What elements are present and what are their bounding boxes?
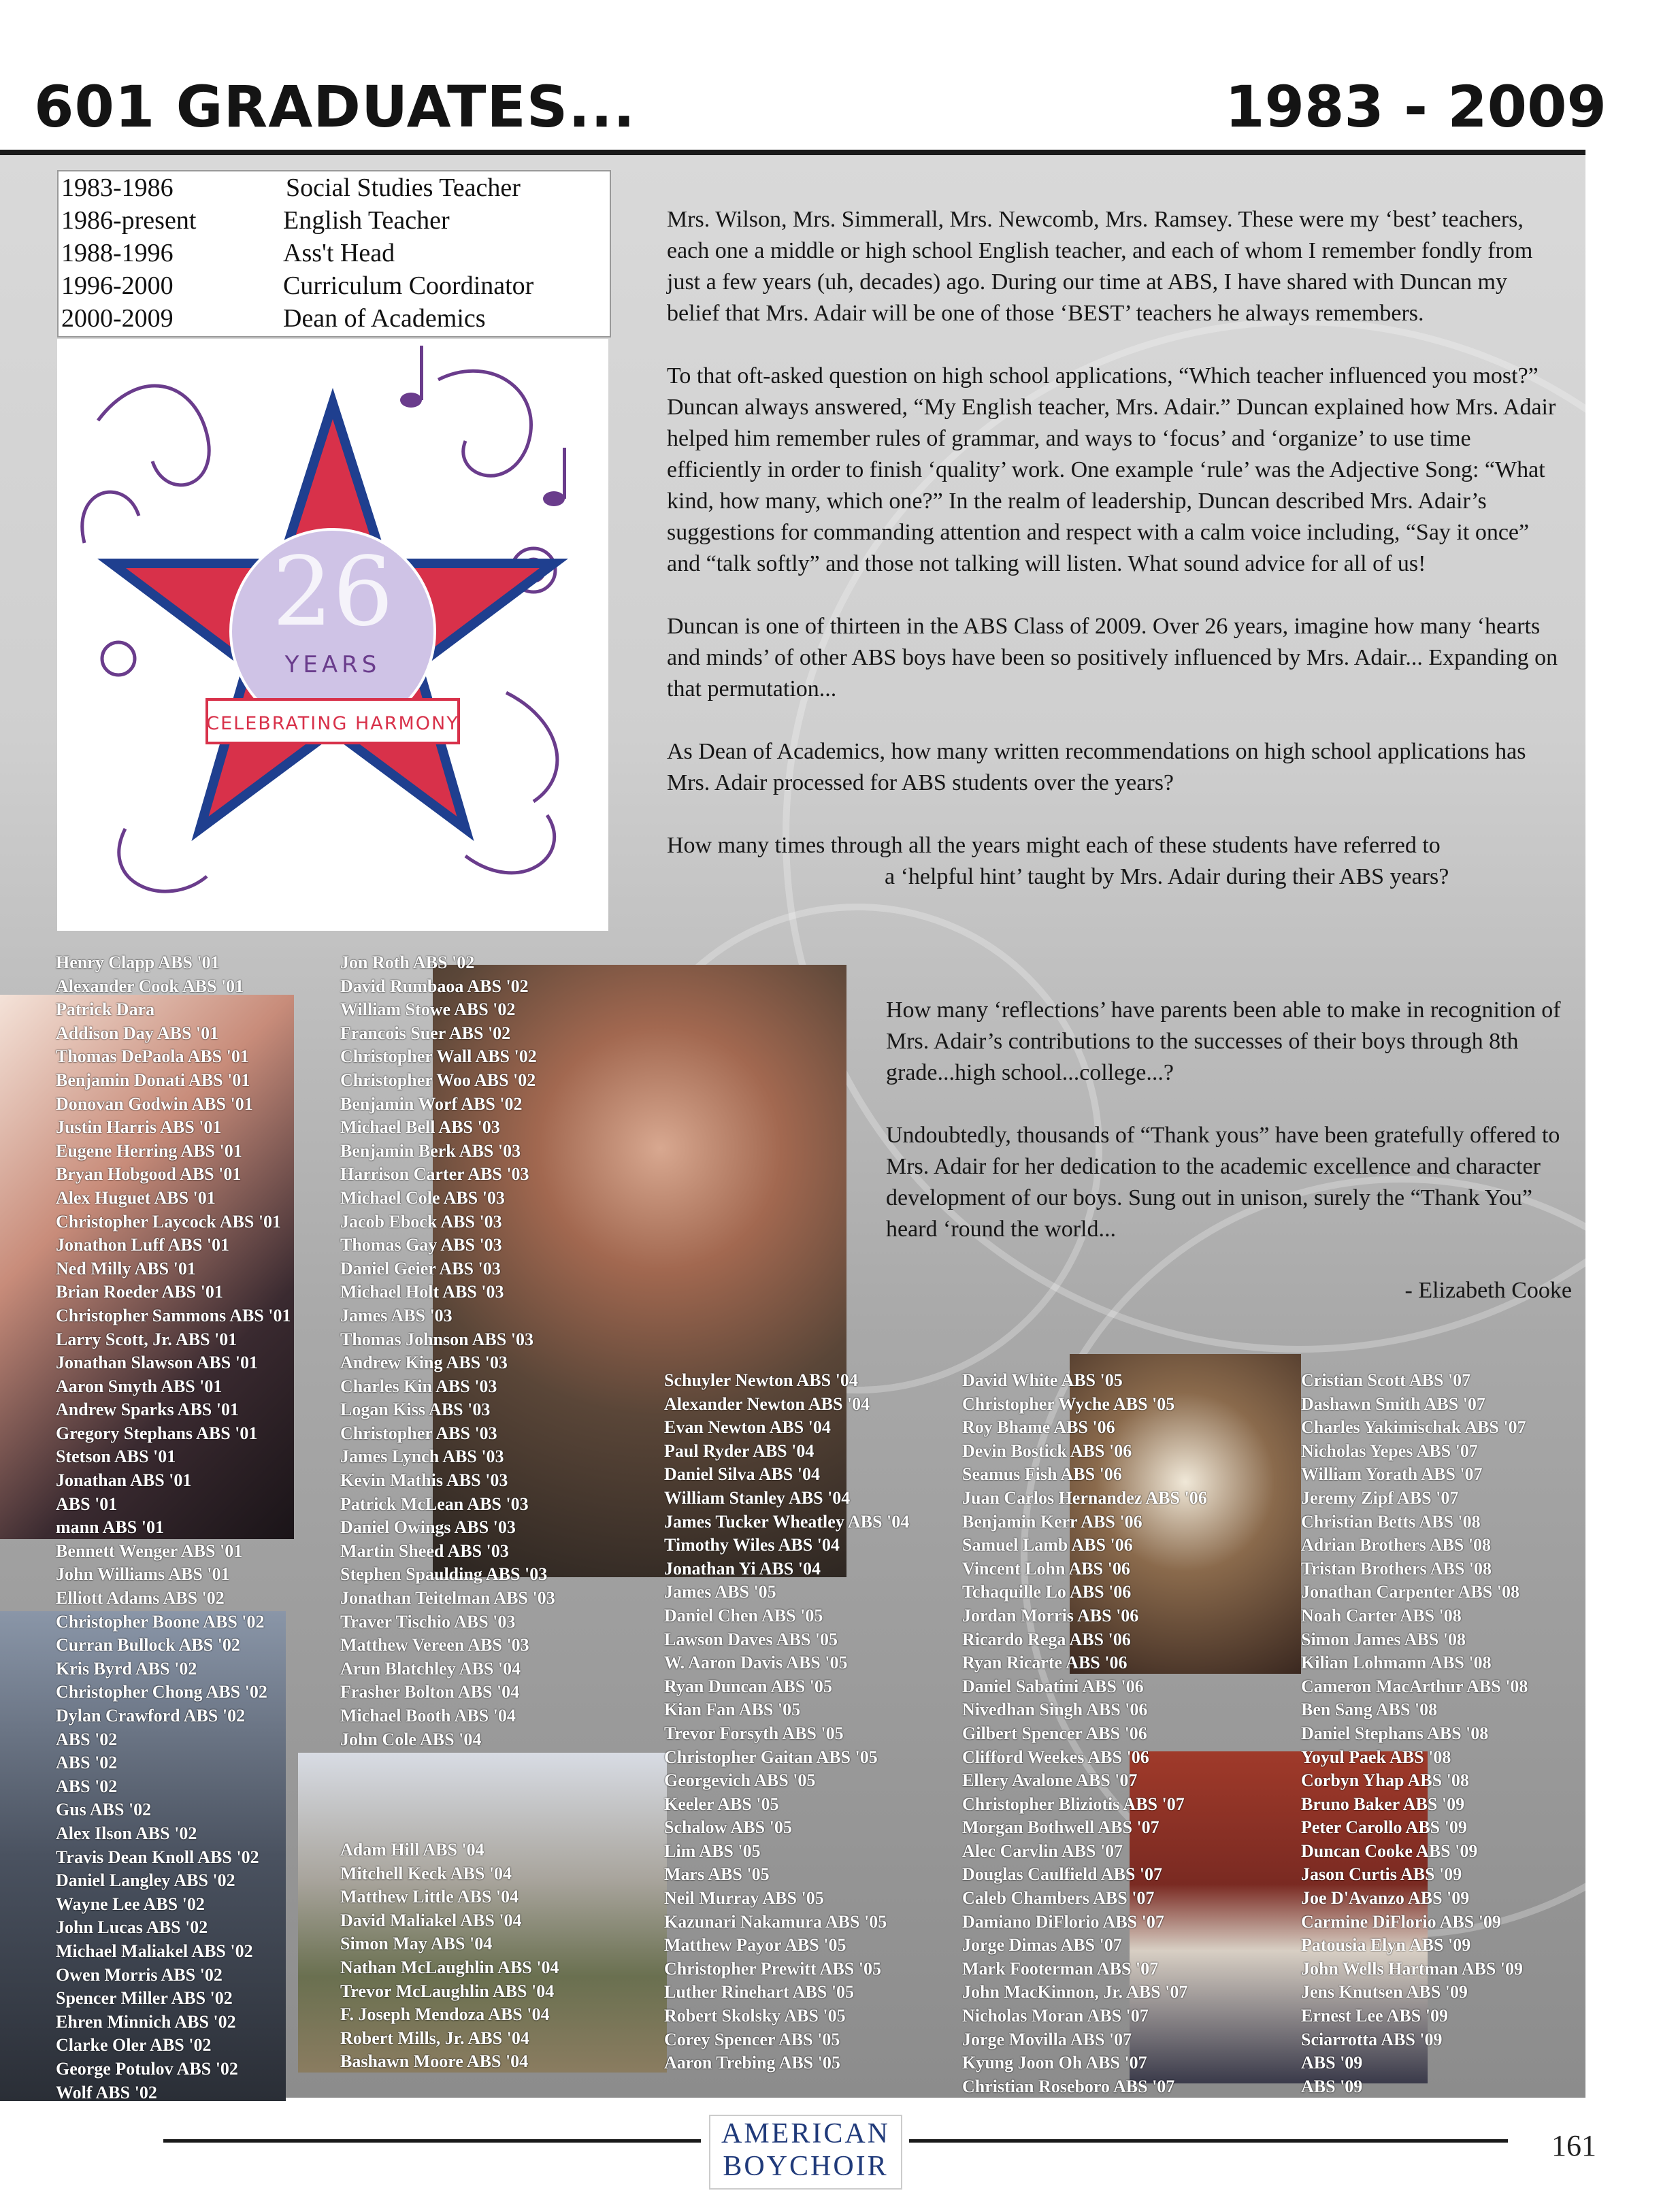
swirl-ornament [506, 693, 557, 802]
american-boychoir-logo [709, 2115, 902, 2190]
graduate-name: Bennett Wenger ABS '01 [56, 1540, 243, 1561]
graduate-name: Tristan Brothers ABS '08 [1301, 1558, 1492, 1579]
graduate-name: David Maliakel ABS '04 [340, 1910, 522, 1930]
graduate-name: ABS '02 [56, 1729, 118, 1749]
graduate-name: Kyung Joon Oh ABS '07 [962, 2053, 1147, 2073]
graduate-name: Michael Maliakel ABS '02 [56, 1941, 253, 1961]
graduate-name: Nicholas Moran ABS '07 [962, 2006, 1149, 2026]
graduate-name: James Tucker Wheatley ABS '04 [664, 1511, 910, 1532]
celebrating-harmony-logo [57, 339, 608, 931]
graduate-name: Caleb Chambers ABS '07 [962, 1888, 1155, 1909]
brand-line-1: AMERICAN [721, 2118, 890, 2149]
graduate-name: Daniel Geier ABS '03 [340, 1258, 501, 1278]
graduate-name: Nathan McLaughlin ABS '04 [340, 1957, 559, 1977]
graduates-column-1 [56, 951, 291, 2104]
banner-text: CELEBRATING HARMONY [206, 713, 459, 734]
graduate-name: Thomas DePaola ABS '01 [56, 1046, 249, 1067]
graduate-name: Eugene Herring ABS '01 [56, 1140, 242, 1161]
graduate-name: John MacKinnon, Jr. ABS '07 [962, 1982, 1188, 2002]
graduate-name: Ernest Lee ABS '09 [1301, 2006, 1448, 2026]
graduate-name: Corey Spencer ABS '05 [664, 2029, 840, 2049]
graduate-name: Christopher Prewitt ABS '05 [664, 1958, 881, 1979]
graduate-name: Trevor McLaughlin ABS '04 [340, 1981, 555, 2001]
graduate-name: Schuyler Newton ABS '04 [664, 1370, 858, 1390]
graduate-name: Daniel Stephans ABS '08 [1301, 1723, 1489, 1743]
graduate-name: Cristian Scott ABS '07 [1301, 1370, 1471, 1390]
graduate-name: Jeremy Zipf ABS '07 [1301, 1487, 1459, 1508]
swirl-ornament [465, 815, 555, 873]
graduate-name: Henry Clapp ABS '01 [56, 953, 220, 972]
graduate-name: Neil Murray ABS '05 [664, 1888, 824, 1909]
graduate-name: Matthew Payor ABS '05 [664, 1935, 846, 1955]
graduate-name: Damiano DiFlorio ABS '07 [962, 1911, 1164, 1932]
graduate-name: Ryan Ricarte ABS '06 [962, 1653, 1128, 1673]
swirl-ornament [438, 371, 531, 476]
graduate-name: James ABS '05 [664, 1582, 776, 1602]
graduate-name: Lim ABS '05 [664, 1840, 761, 1861]
graduate-name: Charles Kin ABS '03 [340, 1376, 497, 1396]
graduates-column-2 [340, 951, 555, 1751]
graduate-name: Ned Milly ABS '01 [56, 1258, 196, 1278]
graduate-name: mann ABS '01 [56, 1517, 164, 1538]
graduate-name: F. Joseph Mendoza ABS '04 [340, 2004, 550, 2025]
graduate-name: Christopher Woo ABS '02 [340, 1070, 536, 1090]
graduate-name: Noah Carter ABS '08 [1301, 1605, 1462, 1625]
graduate-name: Christopher Wyche ABS '05 [962, 1393, 1175, 1414]
graduate-name: Mars ABS '05 [664, 1864, 770, 1885]
graduate-name: Nicholas Yepes ABS '07 [1301, 1440, 1478, 1461]
graduate-name: Kazunari Nakamura ABS '05 [664, 1911, 887, 1932]
graduate-name: Schalow ABS '05 [664, 1817, 792, 1838]
graduate-name: Jorge Movilla ABS '07 [962, 2029, 1132, 2049]
career-timeline: 1983-1986 Social Studies Teacher 1986-present English Teacher 1988-1996 Ass't Head 1996-2000 Curriculum Coordinator 2000-2009 Dean of Academics [57, 170, 611, 337]
graduates-column-5 [1301, 1369, 1528, 2098]
graduate-name: David Rumbaoa ABS '02 [340, 976, 529, 996]
graduate-name: Ben Sang ABS '08 [1301, 1700, 1438, 1720]
graduate-name: Benjamin Berk ABS '03 [340, 1140, 521, 1161]
page-header [0, 0, 1661, 155]
graduate-name: ABS '02 [56, 1776, 118, 1796]
graduate-name: Gilbert Spencer ABS '06 [962, 1723, 1147, 1743]
graduate-name: Jonathon Luff ABS '01 [56, 1235, 230, 1255]
graduate-name: Clifford Weekes ABS '06 [962, 1747, 1149, 1767]
graduate-name: Joe D'Avanzo ABS '09 [1301, 1888, 1470, 1909]
graduate-name: Thomas Johnson ABS '03 [340, 1329, 533, 1349]
graduate-name: Jordan Morris ABS '06 [962, 1605, 1139, 1625]
article-body-lower [886, 995, 1566, 1276]
graduate-name: John Wells Hartman ABS '09 [1301, 1958, 1524, 1979]
graduate-name: John Williams ABS '01 [56, 1564, 230, 1585]
graduate-name: Timothy Wiles ABS '04 [664, 1535, 840, 1555]
graduate-name: Corbyn Yhap ABS '08 [1301, 1770, 1469, 1791]
article-body [667, 204, 1565, 924]
graduate-name: Robert Mills, Jr. ABS '04 [340, 2028, 529, 2048]
graduate-name: Keeler ABS '05 [664, 1794, 779, 1814]
graduate-name: Kian Fan ABS '05 [664, 1700, 801, 1720]
graduate-name: David White ABS '05 [962, 1370, 1123, 1390]
graduate-name: Christopher ABS '03 [340, 1423, 497, 1443]
graduate-name: Travis Dean Knoll ABS '02 [56, 1847, 259, 1867]
graduate-name: Andrew Sparks ABS '01 [56, 1400, 239, 1420]
graduate-name: William Stanley ABS '04 [664, 1487, 851, 1508]
graduate-name: Lawson Daves ABS '05 [664, 1629, 838, 1649]
graduate-name: Patousia Elyn ABS '09 [1301, 1935, 1471, 1955]
graduate-name: Arun Blatchley ABS '04 [340, 1658, 521, 1679]
graduate-name: Kris Byrd ABS '02 [56, 1658, 197, 1679]
graduate-name: Jonathan Teitelman ABS '03 [340, 1588, 555, 1608]
graduate-name: Daniel Chen ABS '05 [664, 1605, 823, 1625]
graduate-name: Curran Bullock ABS '02 [56, 1635, 240, 1655]
years-number: 26 [272, 537, 394, 648]
graduate-name: Paul Ryder ABS '04 [664, 1440, 815, 1461]
graduate-name: Matthew Little ABS '04 [340, 1887, 519, 1907]
graduate-name: John Cole ABS '04 [340, 1729, 482, 1749]
graduate-name: Daniel Sabatini ABS '06 [962, 1676, 1144, 1696]
graduate-name: Gus ABS '02 [56, 1800, 152, 1820]
graduate-name: Christopher Chong ABS '02 [56, 1682, 267, 1702]
graduate-name: James ABS '03 [340, 1305, 453, 1325]
graduate-name: Benjamin Donati ABS '01 [56, 1070, 250, 1090]
graduate-name: Cameron MacArthur ABS '08 [1301, 1676, 1528, 1696]
article-paragraph: How many times through all the years might each of these students have referred to [667, 833, 1441, 858]
graduate-name: Jacob Ebock ABS '03 [340, 1211, 502, 1232]
article-paragraph: To that oft-asked question on high school applications, “Which teacher influenced you most?” Duncan always answered, “My English teacher, Mrs. Adair.” Duncan explained how Mrs. Adair helped him remember rules of grammar, and ways to ‘focus’ and ‘organize’ to use time efficiently in order to finish ‘quality’ work. One example ‘rule’ was the Adjective Song: “What kind, how many, which one?” In the realm of leadership, Duncan described Mrs. Adair’s suggestions for commanding attention and respect with a calm voice including, “Say it once” and “talk softly” and those not talking will listen. What sound advice for all of us! [667, 363, 1556, 576]
graduate-name: Michael Cole ABS '03 [340, 1187, 505, 1208]
graduate-name: ABS '09 [1301, 2076, 1363, 2096]
swirl-ornament [98, 386, 209, 485]
graduate-name: Ellery Avalone ABS '07 [962, 1770, 1138, 1791]
graduate-name: Michael Booth ABS '04 [340, 1706, 516, 1726]
graduate-name: Aaron Trebing ABS '05 [664, 2053, 840, 2073]
graduate-name: Stephen Spaulding ABS '03 [340, 1564, 548, 1585]
years-label: YEARS [284, 651, 381, 678]
graduate-name: Duncan Cooke ABS '09 [1301, 1840, 1478, 1861]
graduate-name: Tchaquille Lo ABS '06 [962, 1582, 1132, 1602]
graduate-name: Alexander Cook ABS '01 [56, 976, 244, 996]
graduate-name: Douglas Caulfield ABS '07 [962, 1864, 1163, 1885]
graduate-name: Christopher Boone ABS '02 [56, 1611, 265, 1632]
graduate-name: Matthew Vereen ABS '03 [340, 1635, 529, 1655]
graduate-name: Simon James ABS '08 [1301, 1629, 1466, 1649]
graduate-name: Luther Rinehart ABS '05 [664, 1982, 855, 2002]
graduate-name: Alex Ilson ABS '02 [56, 1823, 197, 1843]
graduate-name: Nivedhan Singh ABS '06 [962, 1700, 1148, 1720]
graduate-name: Charles Yakimischak ABS '07 [1301, 1417, 1526, 1438]
graduate-name: Stetson ABS '01 [56, 1447, 176, 1467]
graduate-name: Christopher Bliziotis ABS '07 [962, 1794, 1185, 1814]
graduate-name: Wolf ABS '02 [56, 2082, 157, 2102]
graduate-name: John Lucas ABS '02 [56, 1917, 208, 1938]
graduate-name: Jonathan Carpenter ABS '08 [1301, 1582, 1519, 1602]
graduate-name: ABS '02 [56, 1753, 118, 1773]
graduate-name: Elliott Adams ABS '02 [56, 1588, 225, 1608]
graduate-name: Adrian Brothers ABS '08 [1301, 1535, 1492, 1555]
graduate-name: Carmine DiFlorio ABS '09 [1301, 1911, 1501, 1932]
music-note-icon [400, 346, 566, 506]
graduate-name: Roy Bhame ABS '06 [962, 1417, 1115, 1438]
graduate-name: Daniel Owings ABS '03 [340, 1517, 516, 1538]
article-paragraph: a ‘helpful hint’ taught by Mrs. Adair during their ABS years? [885, 864, 1449, 889]
graduate-name: Martin Sheed ABS '03 [340, 1540, 509, 1561]
graduate-name: Owen Morris ABS '02 [56, 1964, 223, 1985]
article-signature: - Elizabeth Cooke [1404, 1278, 1572, 1303]
brand-line-2: BOYCHOIR [723, 2151, 889, 2182]
article-paragraph: Undoubtedly, thousands of “Thank yous” have been gratefully offered to Mrs. Adair for her dedication to the academic excellence and character development of our boys. Sung out in unison, surely the “Thank You” heard ‘round the world... [886, 1123, 1560, 1242]
graduate-name: Morgan Bothwell ABS '07 [962, 1817, 1160, 1838]
graduate-name: Mitchell Keck ABS '04 [340, 1863, 512, 1883]
graduate-name: Sciarrotta ABS '09 [1301, 2029, 1443, 2049]
graduate-name: Donovan Godwin ABS '01 [56, 1093, 253, 1114]
graduate-name: Kevin Mathis ABS '03 [340, 1470, 508, 1491]
graduate-name: Traver Tischio ABS '03 [340, 1611, 516, 1632]
page-title: 601 GRADUATES... [34, 73, 636, 140]
star-logo-graphic [57, 339, 608, 931]
graduate-name: Michael Holt ABS '03 [340, 1282, 504, 1302]
graduate-name: Dylan Crawford ABS '02 [56, 1706, 246, 1726]
graduates-column-2b [340, 1838, 559, 2074]
graduate-name: Simon May ABS '04 [340, 1934, 493, 1954]
graduate-name: Alexander Newton ABS '04 [664, 1393, 870, 1414]
graduate-name: Jonathan Slawson ABS '01 [56, 1353, 258, 1373]
graduates-column-3 [664, 1369, 909, 2075]
graduate-name: William Stowe ABS '02 [340, 1000, 516, 1020]
graduate-name: Spencer Miller ABS '02 [56, 1988, 233, 2009]
graduate-name: Christopher Sammons ABS '01 [56, 1305, 291, 1325]
graduate-name: Gregory Stephans ABS '01 [56, 1423, 258, 1443]
graduate-name: Trevor Forsyth ABS '05 [664, 1723, 844, 1743]
graduate-name: Peter Carollo ABS '09 [1301, 1817, 1467, 1838]
page-number: 161 [1551, 2129, 1596, 2162]
graduate-name: Aaron Smyth ABS '01 [56, 1376, 223, 1396]
graduate-name: Samuel Lamb ABS '06 [962, 1535, 1133, 1555]
graduate-name: Evan Newton ABS '04 [664, 1417, 831, 1438]
graduate-name: Larry Scott, Jr. ABS '01 [56, 1329, 237, 1349]
graduate-name: Jason Curtis ABS '09 [1301, 1864, 1462, 1885]
graduate-name: ABS '09 [1301, 2053, 1363, 2073]
graduate-name: Michael Bell ABS '03 [340, 1117, 500, 1138]
graduate-name: Ricardo Rega ABS '06 [962, 1629, 1131, 1649]
graduate-name: Christian Roseboro ABS '07 [962, 2076, 1175, 2096]
graduate-name: Jorge Dimas ABS '07 [962, 1935, 1122, 1955]
graduate-name: Jonathan Yi ABS '04 [664, 1558, 821, 1579]
graduate-name: Jens Knutsen ABS '09 [1301, 1982, 1468, 2002]
graduate-name: George Potulov ABS '02 [56, 2058, 238, 2079]
graduate-name: Georgevich ABS '05 [664, 1770, 816, 1791]
graduate-name: Logan Kiss ABS '03 [340, 1400, 491, 1420]
graduate-name: Dashawn Smith ABS '07 [1301, 1393, 1485, 1414]
graduate-name: Benjamin Worf ABS '02 [340, 1093, 523, 1114]
footer-rule [909, 2139, 1508, 2143]
graduate-name: Adam Hill ABS '04 [340, 1840, 484, 1860]
graduate-name: Yoyul Paek ABS '08 [1301, 1747, 1451, 1767]
graduate-name: Frasher Bolton ABS '04 [340, 1682, 520, 1702]
year-range: 1983 - 2009 [1225, 73, 1607, 140]
graduate-name: Benjamin Kerr ABS '06 [962, 1511, 1142, 1532]
graduate-name: Vincent Lohn ABS '06 [962, 1558, 1130, 1579]
swirl-ornament [82, 492, 139, 543]
graduate-name: Daniel Silva ABS '04 [664, 1464, 820, 1485]
graduate-name: Clarke Oler ABS '02 [56, 2035, 212, 2056]
graduate-name: Justin Harris ABS '01 [56, 1117, 222, 1138]
graduate-name: Christopher Gaitan ABS '05 [664, 1747, 878, 1767]
graduate-name: Bruno Baker ABS '09 [1301, 1794, 1465, 1814]
graduate-name: ABS '01 [56, 1493, 118, 1514]
article-paragraph: How many ‘reflections’ have parents been able to make in recognition of Mrs. Adair’s contributions to the successes of their boys through 8th grade...high school...college...? [886, 997, 1561, 1085]
graduate-name: Juan Carlos Hernandez ABS '06 [962, 1487, 1207, 1508]
graduate-name: Alex Huguet ABS '01 [56, 1187, 216, 1208]
graduate-name: Robert Skolsky ABS '05 [664, 2006, 846, 2026]
graduate-name: Christian Betts ABS '08 [1301, 1511, 1481, 1532]
graduate-name: Bryan Hobgood ABS '01 [56, 1164, 242, 1185]
graduate-name: Christopher Wall ABS '02 [340, 1046, 537, 1067]
graduate-name: Christopher Laycock ABS '01 [56, 1211, 282, 1232]
graduate-name: Thomas Gay ABS '03 [340, 1235, 502, 1255]
graduate-name: Jon Roth ABS '02 [340, 953, 475, 972]
graduate-name: Daniel Langley ABS '02 [56, 1870, 235, 1891]
graduate-name: Devin Bostick ABS '06 [962, 1440, 1132, 1461]
article-paragraph: Mrs. Wilson, Mrs. Simmerall, Mrs. Newcomb, Mrs. Ramsey. These were my ‘best’ teachers, each one a middle or high school English teacher, and each of whom I remember fondly from just a few years (uh, decades) ago. During our time at ABS, I have shared with Duncan my belief that Mrs. Adair will be one of those ‘BEST’ teachers he always remembers. [667, 207, 1533, 326]
graduate-name: Alec Carvlin ABS '07 [962, 1840, 1123, 1861]
graduate-name: Andrew King ABS '03 [340, 1353, 508, 1373]
graduate-name: Bashawn Moore ABS '04 [340, 2051, 529, 2072]
circle-ornament [102, 642, 135, 675]
graduate-name: Seamus Fish ABS '06 [962, 1464, 1122, 1485]
header-rule [0, 150, 1585, 155]
graduate-name: James Lynch ABS '03 [340, 1447, 504, 1467]
graduate-name: Ryan Duncan ABS '05 [664, 1676, 832, 1696]
article-paragraph: Duncan is one of thirteen in the ABS Class of 2009. Over 26 years, imagine how many ‘hearts and minds’ of other ABS boys have been so positively influenced by Mrs. Adair... Expanding on that permutation... [667, 614, 1558, 701]
graduate-name: Kilian Lohmann ABS '08 [1301, 1653, 1492, 1673]
graduate-name: W. Aaron Davis ABS '05 [664, 1653, 848, 1673]
graduate-name: Mark Footerman ABS '07 [962, 1958, 1159, 1979]
graduate-name: William Yorath ABS '07 [1301, 1464, 1483, 1485]
graduate-name: Patrick Dara [56, 1000, 155, 1020]
graduates-column-4 [962, 1369, 1207, 2098]
graduate-name: Addison Day ABS '01 [56, 1023, 219, 1043]
footer-rule [163, 2139, 701, 2143]
graduate-name: Harrison Carter ABS '03 [340, 1164, 529, 1185]
graduate-name: Patrick McLean ABS '03 [340, 1493, 529, 1514]
graduate-name: Ehren Minnich ABS '02 [56, 2011, 236, 2032]
graduate-name: Brian Roeder ABS '01 [56, 1282, 223, 1302]
graduate-name: Jonathan ABS '01 [56, 1470, 192, 1491]
article-paragraph: As Dean of Academics, how many written recommendations on high school applications has Mrs. Adair processed for ABS students over the years? [667, 739, 1526, 795]
graduate-name: Francois Suer ABS '02 [340, 1023, 511, 1043]
graduate-name: Wayne Lee ABS '02 [56, 1894, 205, 1914]
